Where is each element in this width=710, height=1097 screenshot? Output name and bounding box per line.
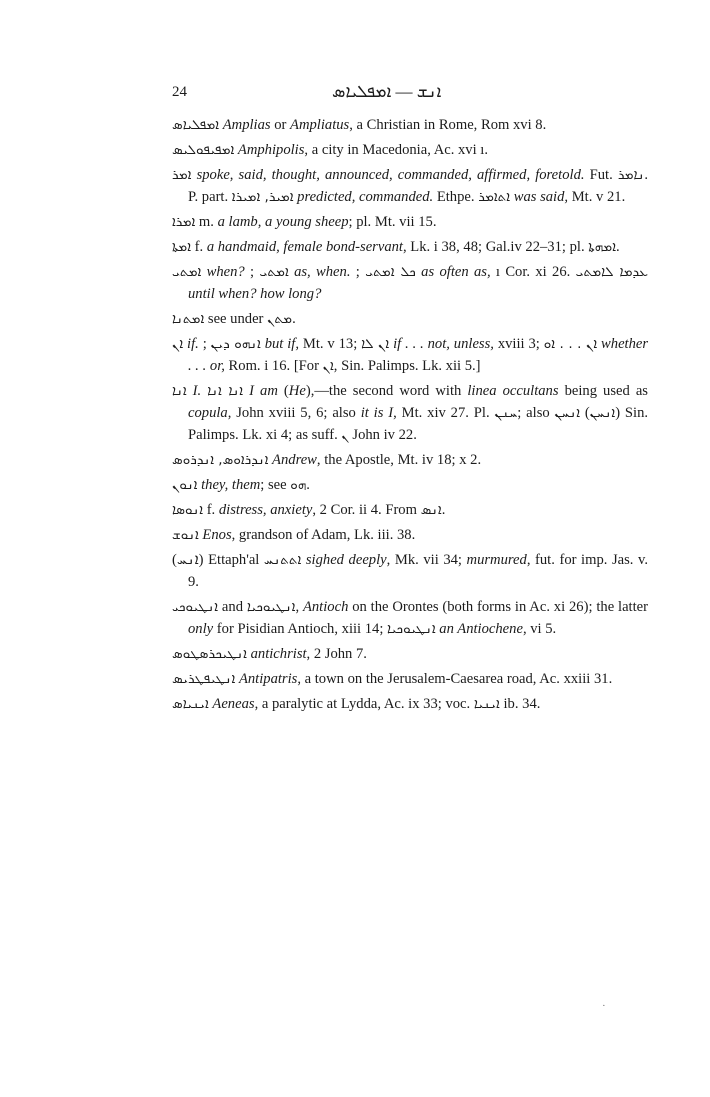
italic-gloss: a lamb, a young sheep [217,214,349,230]
italic-gloss: I am [243,383,278,399]
syriac-word: ܐܡܗܬܐ [588,239,616,255]
dictionary-entry [172,333,648,377]
entry-text: , grandson of Adam, Lk. iii. 38. [231,527,416,543]
syriac-word: ܐܢܕܪܐܘܣ, ܐܢܕܪܘܣ [172,452,269,468]
entry-text: xviii 3; [493,336,544,352]
syriac-word: ܐܡܪܐ [172,214,196,230]
syriac-word: ܐܢܚܢ [589,405,616,421]
entry-text: , Sin. Palimps. Lk. xii 5.] [333,358,481,374]
italic-gloss: Antioch [302,599,349,615]
entry-text: . P. part. [188,167,648,205]
entry-text: and [218,599,247,615]
entry-text: , a town on the Jerusalem-Caesarea road, Ac. xxiii 31. [297,671,613,687]
syriac-word: ܐܡܬܝ [259,264,289,280]
entry-text: Mt. v 13; [299,336,362,352]
entry-text: ( [580,405,590,421]
entry-text: , 2 Cor. ii 4. From [312,502,421,518]
syriac-word: ܐܢܛܝܦܛܪܝܣ [172,671,236,687]
dictionary-entry [172,449,648,471]
dictionary-entry [172,596,648,640]
entry-text: Mt. v 21. [568,189,626,205]
syriac-word: ܐܢܘܫ [172,527,199,543]
italic-gloss: if. [183,336,199,352]
italic-gloss: an Antiochene [435,621,523,637]
entry-text: , the Apostle, Mt. iv 18; x 2. [316,452,482,468]
syriac-word: ܐܡܦܠܝܐܣ [172,117,220,133]
entry-text: see under [204,311,268,327]
entry-text: . [615,239,620,255]
italic-gloss: murmured [466,552,527,568]
entry-text: (ܐܢܚ) Ettaph'al [172,552,264,568]
entry-text: , fut. for imp. Jas. v. 9. [188,552,649,590]
dictionary-entry [172,693,648,715]
syriac-word: ܐܢܣ [420,502,442,518]
entry-text: , vi 5. [522,621,557,637]
entry-text: . [306,477,310,493]
syriac-word: ܐܡܬܐ [172,239,191,255]
entry-text: , a paralytic at Lydda, Ac. ix 33; voc. [254,696,474,712]
entry-text: , 2 John 7. [306,646,367,662]
entry-text: ib. 34. [499,696,541,712]
italic-gloss: as often as, [415,264,491,280]
dictionary-entry [172,524,648,546]
italic-gloss: only [188,621,214,637]
dictionary-entry [172,499,648,521]
syriac-word: ܐܢܘܣܐ [172,502,204,518]
syriac-word: ܢ [341,427,349,443]
dictionary-entry [172,549,648,593]
syriac-word: ܐܡܪ [172,167,192,183]
entry-text: , Mt. xiv 27. Pl. [393,405,495,421]
entry-text: for Pisidian Antioch, xiii 14; [213,621,388,637]
italic-gloss: was said, [510,189,569,205]
dictionary-entry [172,308,648,330]
italic-gloss: if . . . not, unless, [389,336,494,352]
entry-text: ; pl. Mt. vii 15. [348,214,437,230]
italic-gloss: it is I [360,405,394,421]
italic-gloss: but if, [260,336,299,352]
syriac-word: ܐܢܗܘ ܕܝܢ [210,336,261,352]
dictionary-entry [172,211,648,233]
syriac-word: ܚܢܢ [494,405,518,421]
syriac-word: ܗܘ [290,477,307,493]
syriac-word: ܐܢܚܢ [554,405,580,421]
italic-gloss: spoke, said, thought, announced, commanded, affirmed, foretold. [191,167,585,183]
entry-text: , Lk. i 38, 48; Gal.iv 22–31; pl. [403,239,589,255]
italic-gloss: when? [201,264,245,280]
page-header [172,82,642,108]
entry-text: on the Orontes (both forms in Ac. xi 26); the latter [348,599,649,615]
page-number: 24 [172,84,187,100]
italic-gloss: Amphipolis [234,142,305,158]
syriac-word: ܐܡܦܝܦܘܠܝܣ [172,142,235,158]
page-speck: · [602,1000,606,1012]
entry-text: ; [198,336,211,352]
italic-gloss: copula [188,405,228,421]
syriac-word: ܡܬܢ [267,311,293,327]
entry-text: ; see [260,477,291,493]
syriac-word: ܐܢܐ [172,383,187,399]
running-head: ܐܢܫ — ܐܡܦܠܝܐܣ [332,82,442,101]
entry-text: Rom. i 16. [For [224,358,323,374]
entry-text: ) Sin. Palimps. Lk. xi 4; as suff. [188,405,649,443]
syriac-word: ܐܢܐ ܐܢܐ [207,383,244,399]
entry-text: . [292,311,296,327]
entry-text: Fut. [584,167,618,183]
italic-gloss: Enos [198,527,232,543]
dictionary-entry [172,643,648,665]
entry-text: Ethpe. [433,189,479,205]
entry-text: . [441,502,446,518]
syriac-word: ܐܢܛܝܟܪܣܛܘܣ [172,646,247,662]
italic-gloss: sighed deeply [301,552,387,568]
syriac-word: ܐܢܛܝܘܟܝܐ [387,621,436,637]
italic-gloss: linea occultans [467,383,559,399]
dictionary-entry [172,380,648,446]
entry-text: or [270,117,291,133]
dictionary-entry [172,474,648,496]
syriac-word: ܐܢ [322,358,334,374]
syriac-word: ܐܢ ܠܐ [361,336,390,352]
entry-text: , a city in Macedonia, Ac. xvi ı. [304,142,489,158]
italic-gloss: Amplias [219,117,271,133]
italic-gloss: Aeneas [208,696,255,712]
entry-text: , a Christian in Rome, Rom xvi 8. [349,117,547,133]
syriac-word: ܐܡܬܝ [172,264,202,280]
dictionary-entry [172,164,648,208]
syriac-word: ܟܠ ܐܡܬܝ [365,264,416,280]
italic-gloss: He [288,383,306,399]
syriac-word: ܢܐܡܪ [617,167,645,183]
entry-text: John iv 22. [348,427,417,443]
entry-text: ; also [517,405,555,421]
syriac-word: ܐܢܘܢ [172,477,198,493]
entry-text: m. [195,214,218,230]
entry-text: being used as [558,383,648,399]
dictionary-entry [172,261,648,305]
italic-gloss: Andrew [268,452,317,468]
entry-text: , John xviii 5, 6; also [227,405,361,421]
entry-text: ; [244,264,260,280]
syriac-word: ܐܬܬܢܚ [263,552,302,568]
entry-text: , Mk. vii 34; [386,552,467,568]
syriac-word: ܐܢܛܝܘܟܝ [172,599,219,615]
dictionary-entry [172,139,648,161]
italic-gloss: they, them [197,477,261,493]
entry-list [172,114,648,718]
entry-text: ı Cor. xi 26. [490,264,576,280]
italic-gloss: antichrist [246,646,307,662]
italic-gloss: distress, anxiety [218,502,313,518]
entry-text: f. [191,239,207,255]
italic-gloss: as, when. [288,264,351,280]
italic-gloss: Antipatris [235,671,298,687]
syriac-word: ܐܢ [172,336,184,352]
italic-gloss: a handmaid, female bond-servant [206,239,403,255]
italic-gloss: until when? how long? [188,286,322,302]
entry-text: , [295,599,303,615]
syriac-word: ܐܡܬܢܐ [172,311,205,327]
syriac-word: ܐܢ . . . ܐܘ [543,336,598,352]
syriac-word: ܥܕܡܐ ܠܐܡܬܝ [575,264,649,280]
dictionary-entry [172,668,648,690]
dictionary-entry [172,236,648,258]
entry-text: f. [203,502,219,518]
italic-gloss: I. [186,383,202,399]
entry-text: ( [277,383,289,399]
syriac-word: ܐܢܛܝܘܟܝܐ [246,599,296,615]
syriac-word: ܐܬܐܡܪ [478,189,511,205]
syriac-word: ܐܡܝܪ, ܐܡܝܪܐ [231,189,294,205]
syriac-word: ܐܝܢܝܐ [473,696,500,712]
entry-text: ),—the second word with [305,383,468,399]
italic-gloss: whether . . . or, [188,336,649,374]
italic-gloss: Ampliatus [290,117,350,133]
syriac-word: ܐܝܢܝܐܣ [172,696,209,712]
dictionary-entry [172,114,648,136]
entry-text: ; [350,264,366,280]
italic-gloss: predicted, commanded. [293,189,434,205]
